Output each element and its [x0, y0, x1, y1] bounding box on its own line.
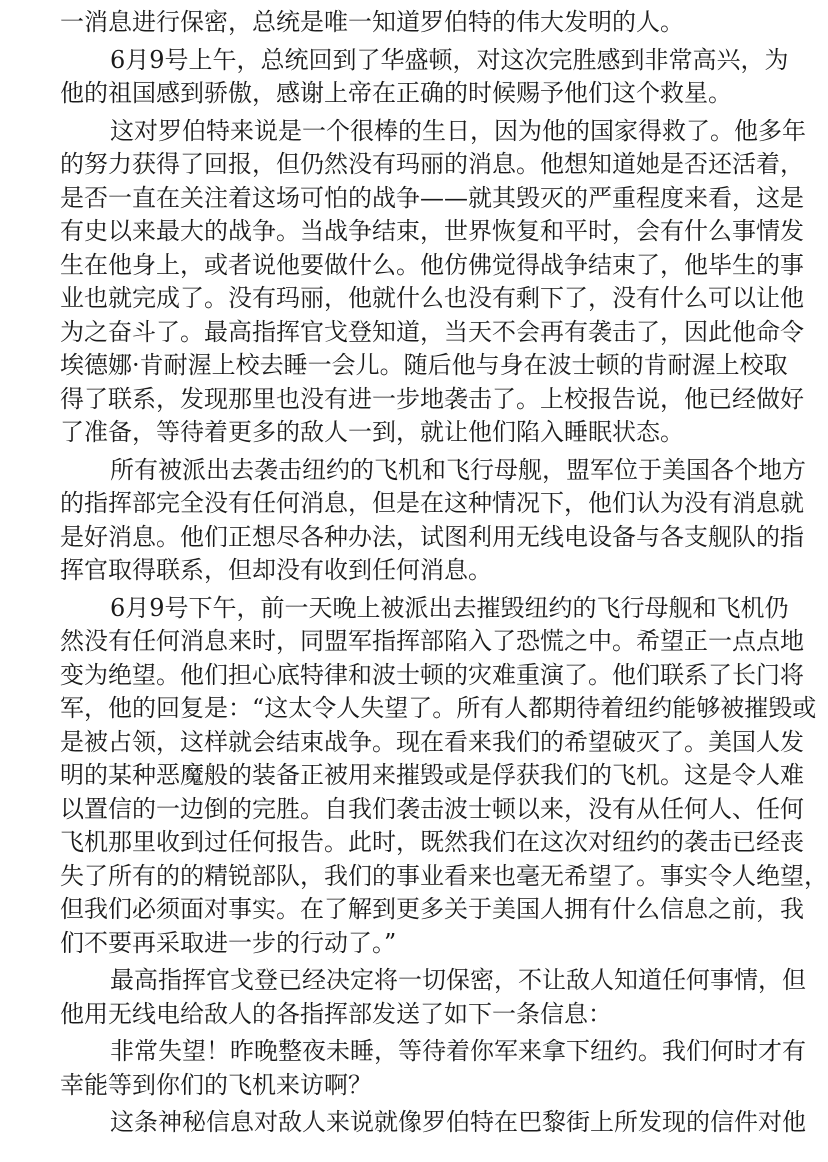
text-line: 6月9号下午，前一天晚上被派出去摧毁纽约的飞行母舰和飞机仍 — [110, 594, 789, 622]
text-line: 幸能等到你们的飞机来访啊？ — [60, 1071, 372, 1099]
text-line: 是被占领，这样就会结束战争。现在看来我们的希望破灭了。美国人发 — [60, 728, 804, 756]
text-line: 的指挥部完全没有任何消息，但是在这种情况下，他们认为没有消息就 — [60, 489, 804, 517]
text-line: 挥官取得联系，但却没有收到任何消息。 — [60, 556, 492, 584]
text-line: 变为绝望。他们担心底特律和波士顿的灾难重演了。他们联系了长门将 — [60, 661, 804, 689]
text-line: 的努力获得了回报，但仍然没有玛丽的消息。他想知道她是否还活着， — [60, 150, 804, 178]
text-line: 所有被派出去袭击纽约的飞机和飞行母舰，盟军位于美国各个地方 — [110, 456, 806, 484]
text-line: 了准备，等待着更多的敌人一到，就让他们陷入睡眠状态。 — [60, 418, 684, 446]
text-line: 一消息进行保密，总统是唯一知道罗伯特的伟大发明的人。 — [60, 8, 684, 36]
text-line: 他的祖国感到骄傲，感谢上帝在正确的时候赐予他们这个救星。 — [60, 79, 732, 107]
text-line: 失了所有的的精锐部队，我们的事业看来也毫无希望了。事实令人绝望， — [60, 862, 828, 890]
text-line: 业也就完成了。没有玛丽，他就什么也没有剩下了，没有什么可以让他 — [60, 284, 804, 312]
text-line: 明的某种恶魔般的装备正被用来摧毁或是俘获我们的飞机。这是令人难 — [60, 761, 804, 789]
text-line: 这条神秘信息对敌人来说就像罗伯特在巴黎街上所发现的信件对他 — [110, 1108, 806, 1136]
text-line: 6月9号上午，总统回到了华盛顿，对这次完胜感到非常高兴，为 — [110, 46, 789, 74]
text-line: 生在他身上，或者说他要做什么。他仿佛觉得战争结束了，他毕生的事 — [60, 251, 804, 279]
text-line: 飞机那里收到过任何报告。此时，既然我们在这次对纽约的袭击已经丧 — [60, 828, 804, 856]
text-line: 是否一直在关注着这场可怕的战争——就其毁灭的严重程度来看，这是 — [60, 184, 804, 212]
text-line: 为之奋斗了。最高指挥官戈登知道，当天不会再有袭击了，因此他命令 — [60, 318, 804, 346]
text-line: 这对罗伯特来说是一个很棒的生日，因为他的国家得救了。他多年 — [110, 117, 806, 145]
text-line: 们不要再采取进一步的行动了。” — [60, 929, 397, 957]
text-line: 是好消息。他们正想尽各种办法，试图利用无线电设备与各支舰队的指 — [60, 523, 804, 551]
text-line: 埃德娜·肯耐渥上校去睡一会儿。随后他与身在波士顿的肯耐渥上校取 — [60, 351, 788, 379]
text-line: 军，他的回复是：“这太令人失望了。所有人都期待着纽约能够被摧毁或 — [60, 694, 817, 722]
text-line: 得了联系，发现那里也没有进一步地袭击了。上校报告说，他已经做好 — [60, 385, 804, 413]
text-line: 以置信的一边倒的完胜。自我们袭击波士顿以来，没有从任何人、任何 — [60, 795, 804, 823]
text-line: 但我们必须面对事实。在了解到更多关于美国人拥有什么信息之前，我 — [60, 895, 804, 923]
text-line: 有史以来最大的战争。当战争结束，世界恢复和平时，会有什么事情发 — [60, 217, 804, 245]
text-line: 最高指挥官戈登已经决定将一切保密，不让敌人知道任何事情，但 — [110, 966, 806, 994]
text-line: 他用无线电给敌人的各指挥部发送了如下一条信息： — [60, 1000, 612, 1028]
text-line: 非常失望！昨晚整夜未睡，等待着你军来拿下纽约。我们何时才有 — [110, 1037, 806, 1065]
text-line: 然没有任何消息来时，同盟军指挥部陷入了恐慌之中。希望正一点点地 — [60, 627, 804, 655]
